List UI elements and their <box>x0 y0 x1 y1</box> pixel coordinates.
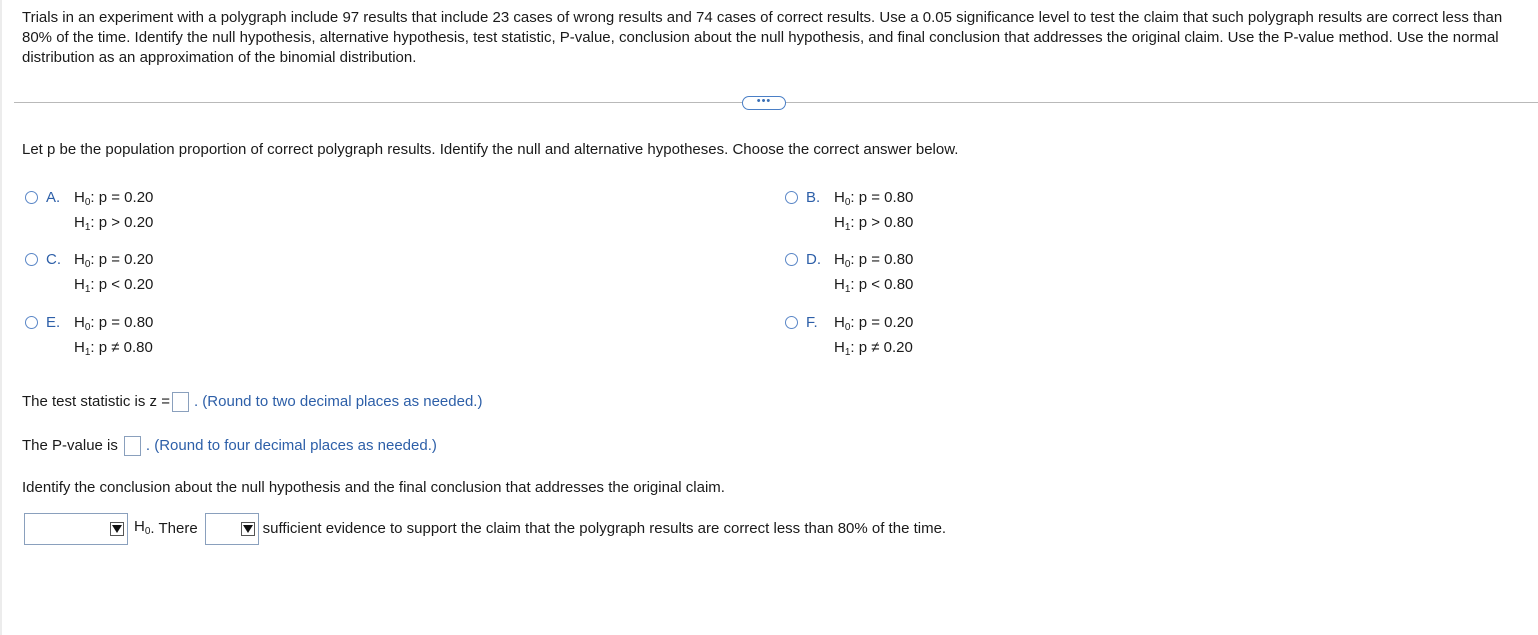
radio-button-icon[interactable] <box>25 316 38 329</box>
test-statistic-hint: . (Round to two decimal places as needed.) <box>193 393 483 410</box>
p-value-row <box>22 436 437 456</box>
evidence-dropdown[interactable] <box>205 513 259 545</box>
option-letter: E. <box>46 314 61 331</box>
test-statistic-input[interactable] <box>172 392 189 412</box>
option-letter: B. <box>806 189 821 206</box>
radio-button-icon[interactable] <box>25 253 38 266</box>
radio-button-icon[interactable] <box>785 316 798 329</box>
test-statistic-row <box>22 392 482 412</box>
alternative-hypothesis: $H_1$: p ≠ 0.80 <box>74 339 153 358</box>
more-button[interactable]: ••• <box>742 96 786 110</box>
alternative-hypothesis: $H_1$: p < 0.20 <box>74 276 154 295</box>
alternative-hypothesis: $H_1$: p ≠ 0.20 <box>834 339 913 358</box>
there-text: . There <box>150 520 198 537</box>
null-hypothesis: $H_0$: p = 0.20 <box>74 189 154 208</box>
option-a[interactable] <box>25 188 153 238</box>
problem-statement: Trials in an experiment with a polygraph include 97 results that include 23 cases of wrong results and 74 cases of correct results. Use a 0.05 significance level to test the claim that such polygraph results are correct less than 80% of the time. Identify the null hypothesis, alternative hypothesis, test statistic, P-value, conclusion about the null hypothesis, and final conclusion that addresses the original claim. Use the P-value method. Use the normal distribution as an approximation of the binomial distribution. <box>22 9 1503 66</box>
radio-button-icon[interactable] <box>25 191 38 204</box>
final-conclusion-text: sufficient evidence to support the claim that the polygraph results are correct less than 80% of the time. <box>262 520 947 537</box>
null-hypothesis: $H_0$: p = 0.80 <box>834 189 914 208</box>
option-letter: A. <box>46 189 61 206</box>
radio-button-icon[interactable] <box>785 253 798 266</box>
option-e[interactable] <box>25 313 153 363</box>
p-value-label: The P-value is <box>22 437 118 454</box>
null-hypothesis: $H_0$: p = 0.80 <box>834 251 914 270</box>
p-value-hint: . (Round to four decimal places as needed.) <box>145 437 437 454</box>
alternative-hypothesis: $H_1$: p < 0.80 <box>834 276 914 295</box>
alternative-hypothesis: $H_1$: p > 0.20 <box>74 214 154 233</box>
question-prompt: Let p be the population proportion of correct polygraph results. Identify the null and alternative hypotheses. Choose the correct answer below. <box>22 141 959 158</box>
alternative-hypothesis: $H_1$: p > 0.80 <box>834 214 914 233</box>
radio-button-icon[interactable] <box>785 191 798 204</box>
left-border <box>0 0 2 635</box>
null-decision-dropdown[interactable] <box>24 513 128 545</box>
option-f[interactable] <box>785 313 913 363</box>
option-c[interactable] <box>25 250 153 300</box>
conclusion-row <box>24 513 946 545</box>
conclusion-prompt: Identify the conclusion about the null hypothesis and the final conclusion that addresses the original claim. <box>22 479 725 496</box>
dropdown-arrow-icon[interactable] <box>241 522 255 536</box>
option-b[interactable] <box>785 188 913 238</box>
null-hypothesis: $H_0$: p = 0.80 <box>74 314 154 333</box>
option-letter: F. <box>806 314 818 331</box>
option-letter: C. <box>46 251 61 268</box>
null-hypothesis-label: $H_0$ <box>134 517 151 537</box>
p-value-input[interactable] <box>124 436 141 456</box>
null-hypothesis: $H_0$: p = 0.20 <box>834 314 914 333</box>
option-letter: D. <box>806 251 821 268</box>
null-hypothesis: $H_0$: p = 0.20 <box>74 251 154 270</box>
dropdown-arrow-icon[interactable] <box>110 522 124 536</box>
test-statistic-label: The test statistic is z = <box>22 393 170 410</box>
option-d[interactable] <box>785 250 913 300</box>
